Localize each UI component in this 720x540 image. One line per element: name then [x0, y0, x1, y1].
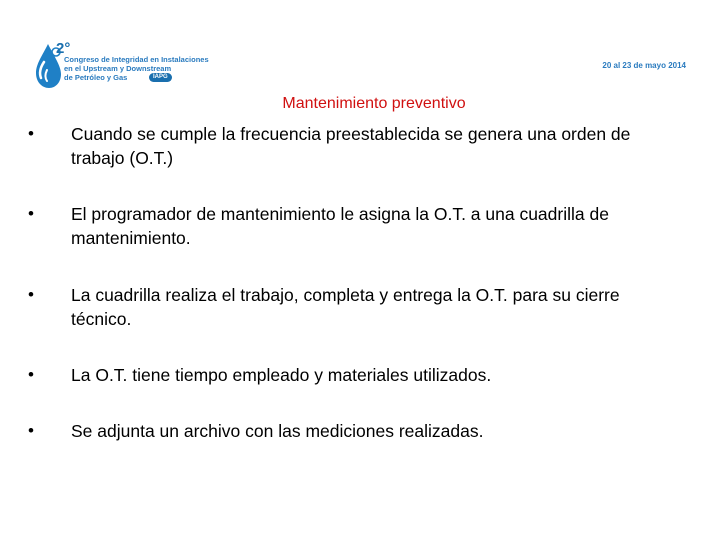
bullet-marker: •: [28, 421, 34, 440]
logo-badge: IAPG: [149, 73, 172, 82]
logo-line: de Petróleo y Gas: [64, 73, 128, 82]
bullet-text: El programador de mantenimiento le asigna la O.T. a una cuadrilla de mantenimiento.: [71, 204, 609, 248]
bullet-item: [28, 283, 678, 331]
bullet-item: [28, 419, 678, 443]
bullet-item: [28, 122, 678, 170]
bullet-text: La cuadrilla realiza el trabajo, completa y entrega la O.T. para su cierre técnico.: [71, 285, 620, 329]
bullet-item: [28, 363, 678, 387]
logo-line: Congreso de Integridad en Instalaciones: [64, 55, 209, 64]
bullet-text: Cuando se cumple la frecuencia preestablecida se genera una orden de trabajo (O.T.): [71, 124, 631, 168]
bullet-marker: •: [28, 365, 34, 384]
event-date: 20 al 23 de mayo 2014: [602, 61, 686, 70]
bullet-list: [28, 122, 678, 443]
bullet-marker: •: [28, 204, 34, 223]
slide-title: Mantenimiento preventivo: [282, 95, 466, 112]
bullet-text: Se adjunta un archivo con las mediciones realizadas.: [71, 421, 484, 441]
congress-logo: [34, 40, 244, 92]
bullet-marker: •: [28, 124, 34, 143]
logo-line: en el Upstream y Downstream: [64, 64, 172, 73]
bullet-text: La O.T. tiene tiempo empleado y materiales utilizados.: [71, 365, 492, 385]
bullet-item: [28, 202, 678, 250]
logo-edition-number: 2°: [56, 40, 71, 57]
bullet-marker: •: [28, 285, 34, 304]
